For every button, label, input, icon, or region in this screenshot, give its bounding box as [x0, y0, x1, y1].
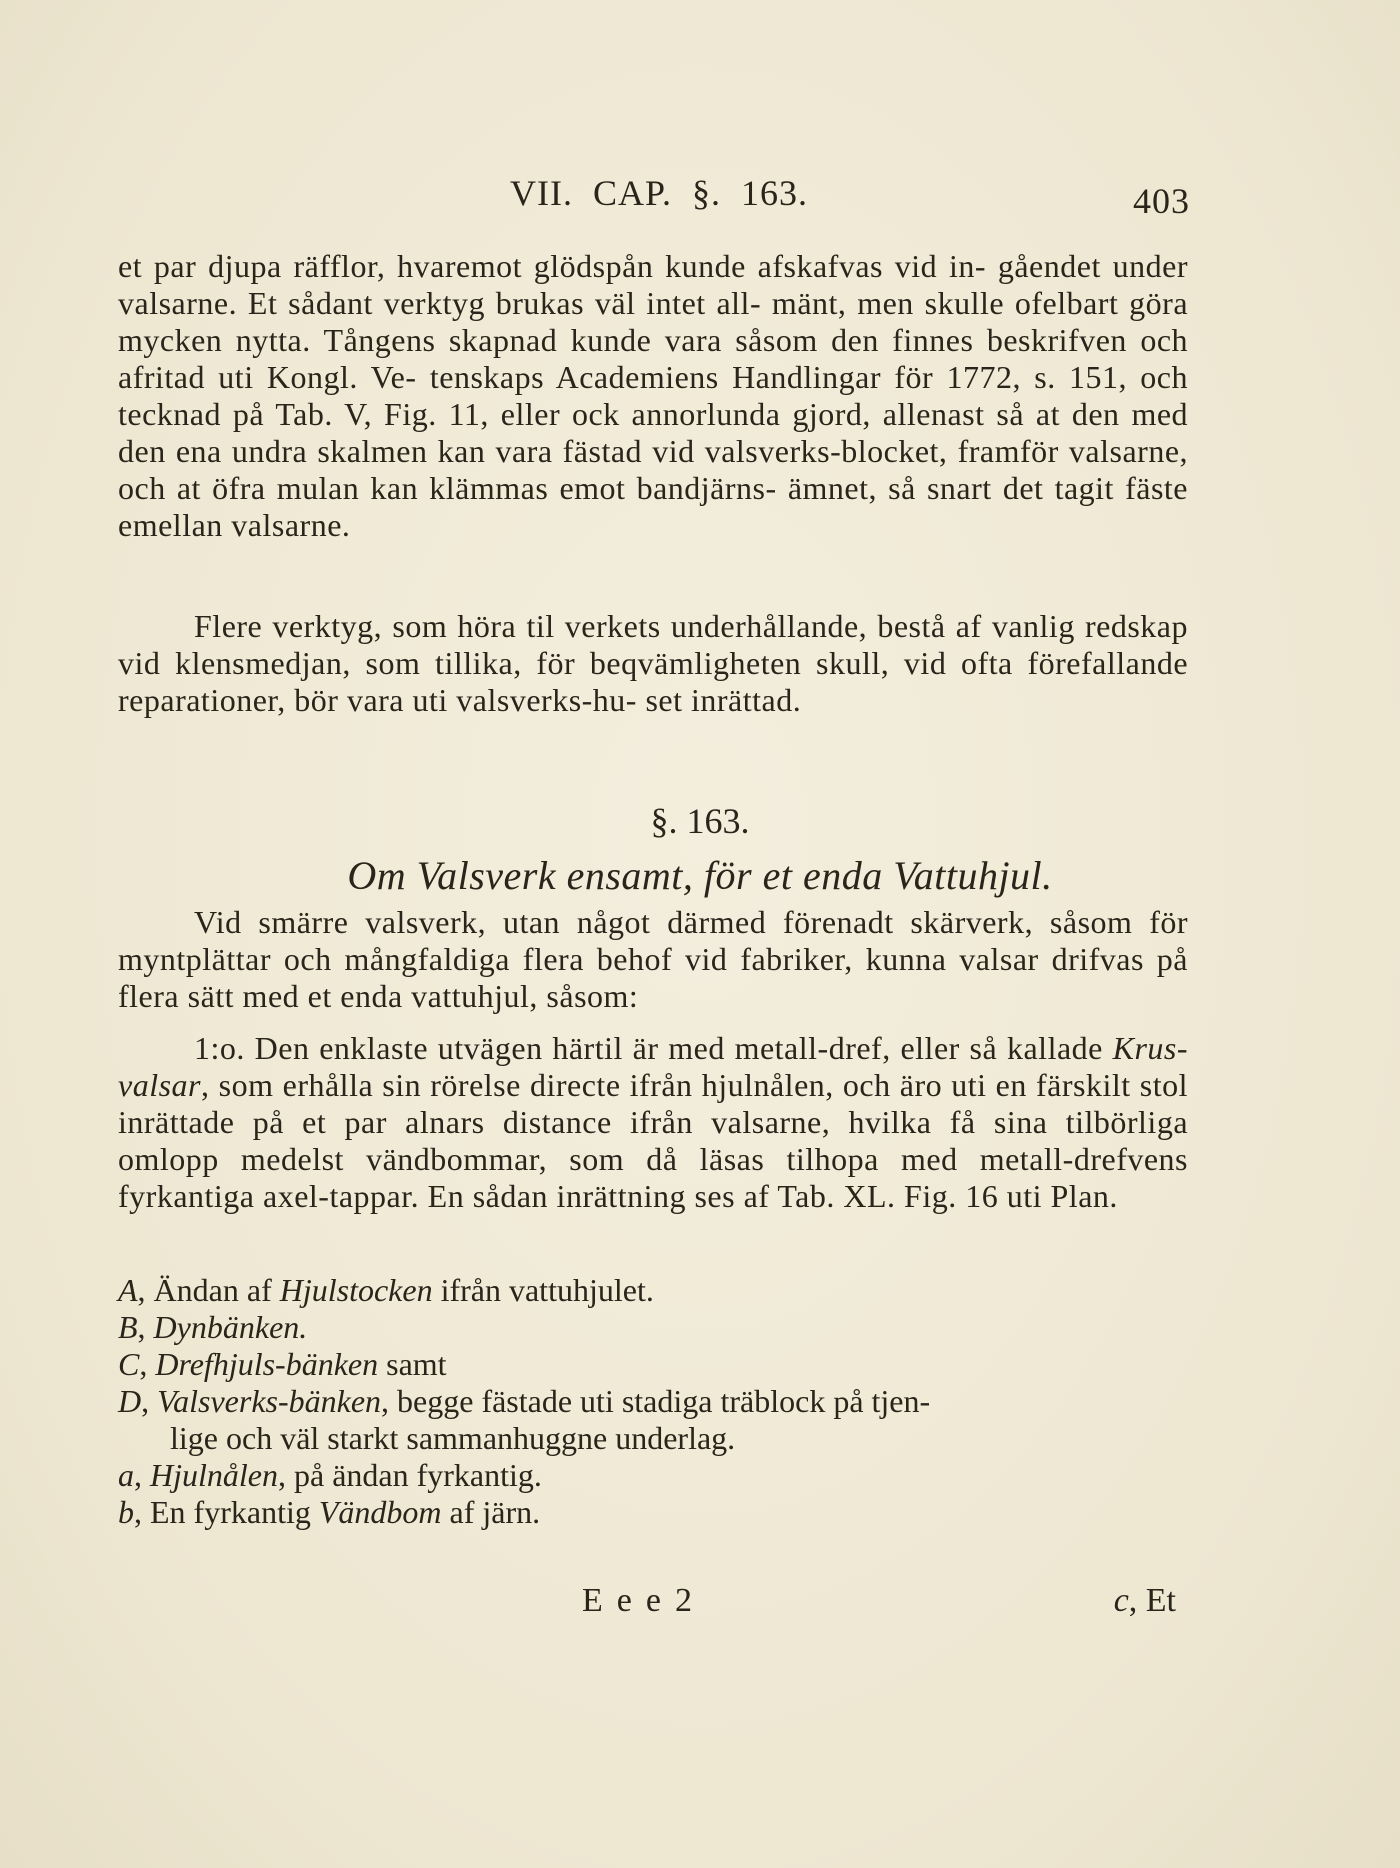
legend-item-B: [118, 1309, 1188, 1346]
text-line: 1:o. Den enklaste utvägen härtil är med metall-dref, eller så: [194, 1030, 998, 1066]
text-line: tenskaps Academiens Handlingar för 1772, s. 151, och tecknad: [118, 359, 1189, 432]
page-number: 403: [1133, 181, 1190, 221]
legend-key: a: [118, 1457, 134, 1493]
text-line: set inrättad.: [645, 682, 802, 718]
legend-text: ,: [139, 1346, 156, 1382]
legend-key: A: [118, 1272, 138, 1308]
legend-text: , på ändan fyrkantig.: [277, 1457, 542, 1493]
legend-text: ,: [141, 1383, 158, 1419]
text-line: och äro uti en färskilt stol inrättade på et par alnars distance ifrån: [118, 1067, 1189, 1140]
text-line: mänt, men skulle ofelbart göra mycken nytta. Tångens skapnad: [118, 285, 1189, 358]
legend-key: C: [118, 1346, 140, 1382]
legend-term: Vändbom: [318, 1494, 442, 1530]
catchword-italic: c: [1113, 1582, 1129, 1619]
text-line: med den ena undra skalmen kan vara fästad vid valsverks-blocket,: [118, 396, 1189, 469]
legend-key: b: [118, 1494, 134, 1530]
signature-mark: Eee2: [582, 1582, 706, 1619]
text-line: ämnet, så snart det tagit fäste emellan valsarne.: [118, 470, 1189, 543]
text-line: valsarne, hvilka få sina tilbörliga omlopp medelst vändbommar,: [118, 1104, 1189, 1177]
paragraph-intro: [118, 904, 1188, 1015]
legend-term: Valsverks-bänken: [157, 1383, 382, 1419]
italic-term: Krus-valsar: [118, 1030, 1189, 1103]
text-line: skull, vid ofta förefallande reparationer, bör vara uti valsverks-hu-: [118, 645, 1189, 718]
legend-text: , begge fästade uti stadiga träblock på tjen-: [381, 1383, 931, 1419]
catchword: [1114, 1582, 1176, 1620]
legend-term: Hjulnålen: [150, 1457, 278, 1493]
text-line: et par djupa räfflor, hvaremot glödspån kunde afskafvas vid in-: [118, 248, 987, 284]
legend-key: B: [118, 1309, 138, 1345]
text-line: som då läsas tilhopa med metall-drefvens fyrkantiga axel-tappar.: [118, 1141, 1189, 1214]
text-line: gåendet under valsarne. Et sådant verktyg brukas väl intet all-: [118, 248, 1189, 321]
legend-term: Drefhjuls-bänken: [155, 1346, 379, 1382]
paragraph-1: [118, 248, 1188, 544]
legend-text: , Ändan af: [137, 1272, 280, 1308]
paragraph-3: [118, 904, 1188, 1015]
legend-item-C: [118, 1346, 1188, 1383]
legend-item-b: [118, 1494, 1188, 1531]
catchword-text: , Et: [1128, 1582, 1176, 1619]
legend-item-D-continuation: lige och väl starkt sammanhuggne underlag.: [170, 1420, 736, 1456]
text-line: framför valsarne, och at öfra mulan kan klämmas emot bandjärns-: [118, 433, 1189, 506]
legend-text: ifrån vattuhjulet.: [432, 1272, 654, 1308]
paragraph-tools: [118, 608, 1188, 719]
page-header: [510, 172, 1190, 222]
legend-text: samt: [378, 1346, 447, 1382]
legend-text: ,: [134, 1457, 150, 1493]
text-line: såsom för myntplättar och mångfaldiga flera behof vid fabriker,: [118, 904, 1189, 977]
legend-key: D: [118, 1383, 142, 1419]
running-head: VII. CAP. §. 163.: [510, 173, 809, 213]
text-line-prefix: kallade: [1006, 1030, 1113, 1066]
section-number: §. 163.: [650, 801, 750, 841]
legend-term: Dynbänken.: [153, 1309, 308, 1345]
text-line: vanlig redskap vid klensmedjan, som tillika, för beqvämligheten: [118, 608, 1189, 681]
page-footer: [0, 1582, 1400, 1626]
legend-text: af järn.: [441, 1494, 541, 1530]
text-line: kunna valsar drifvas på flera sätt med et enda vattuhjul, såsom:: [118, 941, 1189, 1014]
text-line: kunde vara såsom den finnes beskrifven och afritad uti Kongl. Ve-: [118, 322, 1189, 395]
paragraph-continuation: [118, 248, 1188, 544]
legend-item-A: [118, 1272, 1188, 1309]
legend-text: , En fyrkantig: [134, 1494, 319, 1530]
text-line: på Tab. V, Fig. 11, eller ock annorlunda gjord, allenast så at den: [232, 396, 1120, 432]
legend-term: Hjulstocken: [279, 1272, 433, 1308]
text-line-suffix: , som erhålla sin rörelse directe ifrån hjulnålen,: [201, 1067, 834, 1103]
legend-item-D: [118, 1383, 1188, 1420]
text-line: Vid smärre valsverk, utan något därmed förenadt skärverk,: [194, 904, 1034, 940]
paragraph-method: [118, 1030, 1188, 1215]
paragraph-4: [118, 1030, 1188, 1215]
section-title: Om Valsverk ensamt, för et enda Vattuhjul.: [347, 853, 1053, 898]
legend-text: ,: [137, 1309, 154, 1345]
legend-item-a: [118, 1457, 1188, 1494]
text-line: En sådan inrättning ses af Tab. XL. Fig. 16 uti Plan.: [427, 1178, 1118, 1214]
figure-legend: [118, 1272, 1188, 1531]
paragraph-2: [118, 608, 1188, 719]
text-line: Flere verktyg, som höra til verkets underhållande, bestå af: [194, 608, 982, 644]
